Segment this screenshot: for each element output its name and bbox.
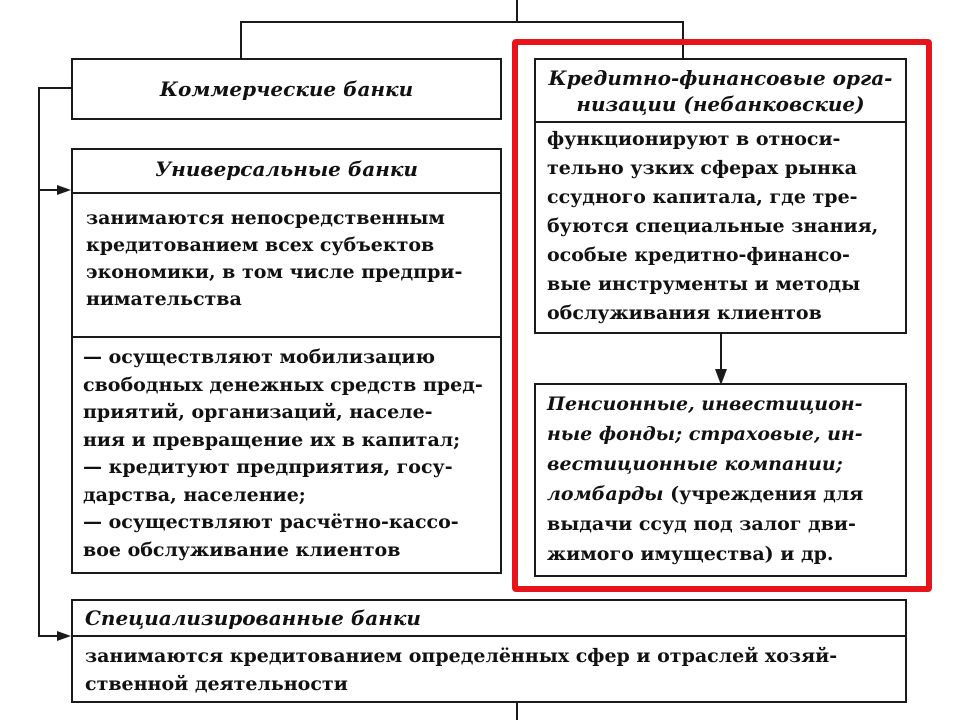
bottom-trunk-line: [516, 703, 518, 720]
nonbank-desc-line: буются специальные знания,: [547, 215, 879, 237]
example-pawnshops: ломбарды: [547, 483, 664, 505]
specialized-banks-header: [73, 601, 905, 637]
example-line: выдачи ссуд под залог дви-: [547, 513, 856, 535]
nonbank-desc-line: ссудного капитала, где тре-: [547, 186, 858, 208]
universal-desc-line: кредитованием всех субъектов: [86, 234, 435, 256]
example-line: вестиционные компании;: [547, 453, 843, 475]
top-trunk-line: [516, 0, 518, 22]
universal-func-line: приятий, организаций, населе-: [83, 401, 433, 423]
highlight-frame: [512, 39, 932, 592]
top-branch-line: [240, 21, 684, 23]
universal-func-line: дарства, население;: [83, 483, 306, 506]
universal-banks-title: Универсальные банки: [155, 157, 418, 181]
universal-func-line: — кредитуют предприятия, госу-: [83, 456, 453, 478]
example-pawnshops-note: (учреждения для: [663, 483, 864, 505]
arrow-to-specialized-head: [57, 631, 71, 641]
arrow-to-specialized-line: [38, 635, 58, 637]
nonbank-desc-line: обслуживания клиентов: [547, 302, 822, 324]
universal-banks-description: [73, 194, 500, 338]
specialized-banks-box: [71, 599, 907, 703]
universal-desc-line: нимательства: [86, 288, 242, 310]
universal-func-line: вое обслуживание клиентов: [83, 538, 401, 561]
example-line: ные фонды; страховые, ин-: [547, 423, 863, 445]
nonbank-desc-line: вые инструменты и методы: [547, 273, 861, 295]
branch-left-drop: [240, 21, 242, 58]
nonbank-desc-line: особые кредитно-финансо-: [547, 244, 850, 266]
commercial-banks-box: [71, 58, 502, 120]
nonbank-desc-line: тельно узких сферах рынка: [547, 157, 857, 179]
universal-func-line: — осуществляют мобилизацию: [83, 346, 435, 368]
example-line: жимого имущества) и др.: [547, 543, 834, 565]
specialized-banks-title: Специализированные банки: [85, 606, 421, 630]
specialized-banks-description: [73, 637, 905, 701]
specialized-desc-line: ственной деятельности: [85, 673, 348, 695]
universal-desc-line: занимаются непосредственным: [86, 207, 445, 229]
commercial-banks-title: Коммерческие банки: [159, 77, 414, 101]
universal-func-line: свободных денежных средств пред-: [83, 373, 483, 396]
left-spine-line: [38, 87, 40, 636]
arrow-to-universal-line: [38, 189, 58, 191]
universal-banks-header: [73, 150, 500, 194]
specialized-desc-line: занимаются кредитованием определённых сфер и отраслей хозяй-: [85, 645, 838, 667]
universal-banks-box: [71, 148, 502, 574]
left-stub-line: [38, 87, 71, 89]
universal-banks-functions: [73, 338, 500, 572]
nonbank-title-line: Кредитно-финансовые орга-: [548, 66, 893, 90]
universal-func-line: — осуществляют расчётно-кассо-: [83, 511, 459, 533]
nonbank-desc-line: функционируют в относи-: [547, 128, 841, 150]
nonbank-title-line: низации (небанковские): [576, 92, 865, 116]
arrow-to-universal-head: [57, 185, 71, 195]
universal-desc-line: экономики, в том числе предпри-: [86, 261, 463, 283]
example-line: Пенсионные, инвестицион-: [547, 393, 863, 415]
universal-func-line: ния и превращение их в капитал;: [83, 428, 461, 451]
